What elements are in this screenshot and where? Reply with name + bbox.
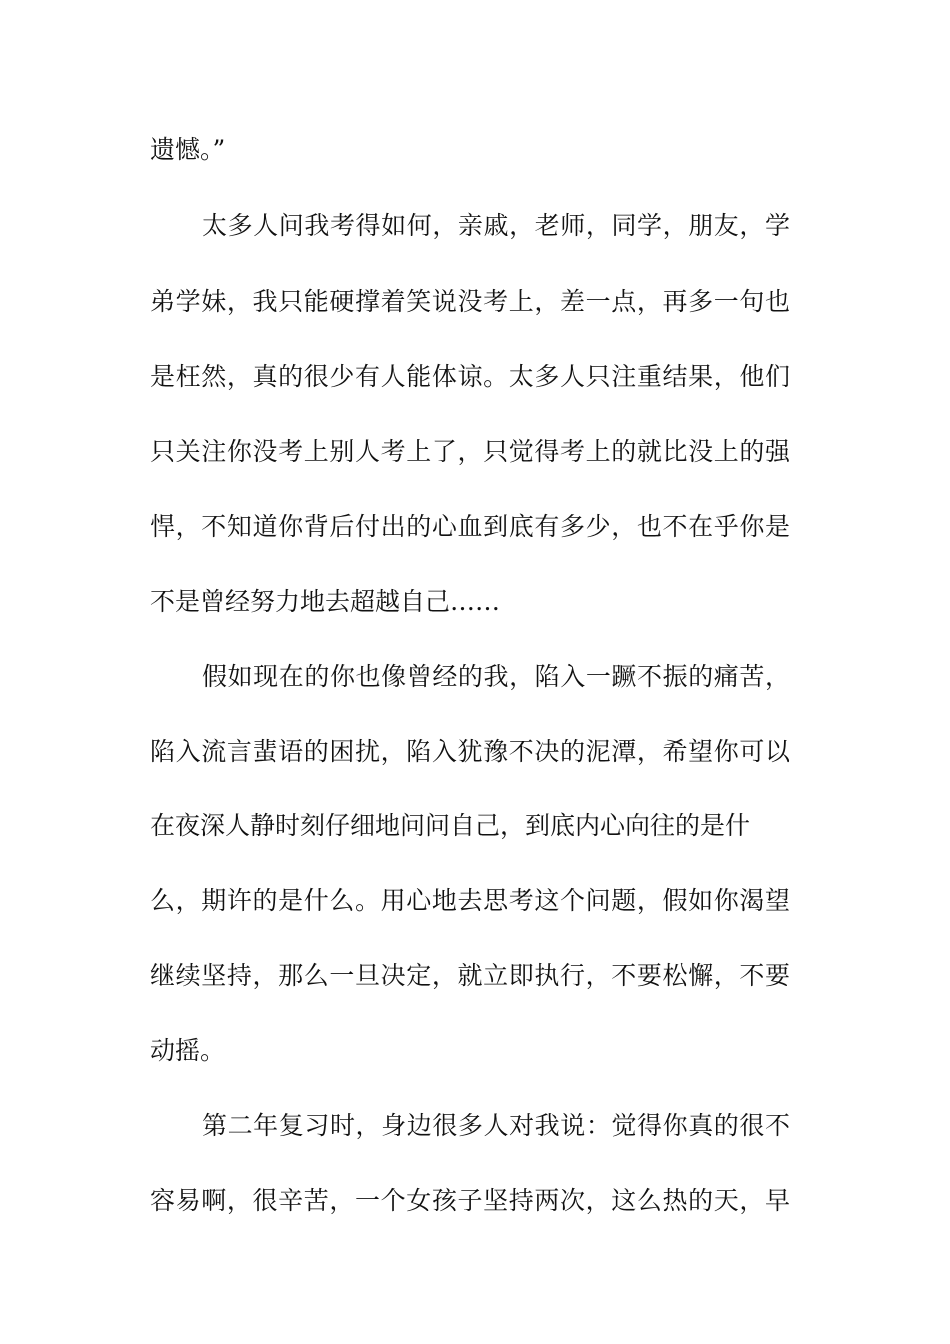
text-line: 继续坚持，那么一旦决定，就立即执行，不要松懈，不要 bbox=[150, 961, 790, 990]
text-line: 在夜深人静时刻仔细地问问自己，到底内心向往的是什 bbox=[150, 811, 751, 840]
paragraph-first-line: 假如现在的你也像曾经的我，陷入一蹶不振的痛苦， bbox=[202, 662, 790, 691]
text-line: 遗憾。” bbox=[150, 135, 226, 164]
text-line: 陷入流言蜚语的困扰，陷入犹豫不决的泥潭，希望你可以 bbox=[150, 737, 790, 766]
paragraph-first-line: 太多人问我考得如何，亲戚，老师，同学，朋友，学 bbox=[202, 211, 790, 240]
paragraph-first-line: 第二年复习时，身边很多人对我说：觉得你真的很不 bbox=[202, 1111, 790, 1140]
text-line: 只关注你没考上别人考上了，只觉得考上的就比没上的强 bbox=[150, 437, 790, 466]
text-line: 是枉然，真的很少有人能体谅。太多人只注重结果，他们 bbox=[150, 362, 790, 391]
text-line: 容易啊，很辛苦，一个女孩子坚持两次，这么热的天，早 bbox=[150, 1186, 790, 1215]
text-line: 不是曾经努力地去超越自己…… bbox=[150, 587, 501, 616]
text-line: 动摇。 bbox=[150, 1036, 226, 1065]
text-line: 么，期许的是什么。用心地去思考这个问题，假如你渴望 bbox=[150, 886, 790, 915]
text-line: 弟学妹，我只能硬撑着笑说没考上，差一点，再多一句也 bbox=[150, 287, 790, 316]
text-line: 悍，不知道你背后付出的心血到底有多少，也不在乎你是 bbox=[150, 512, 790, 541]
